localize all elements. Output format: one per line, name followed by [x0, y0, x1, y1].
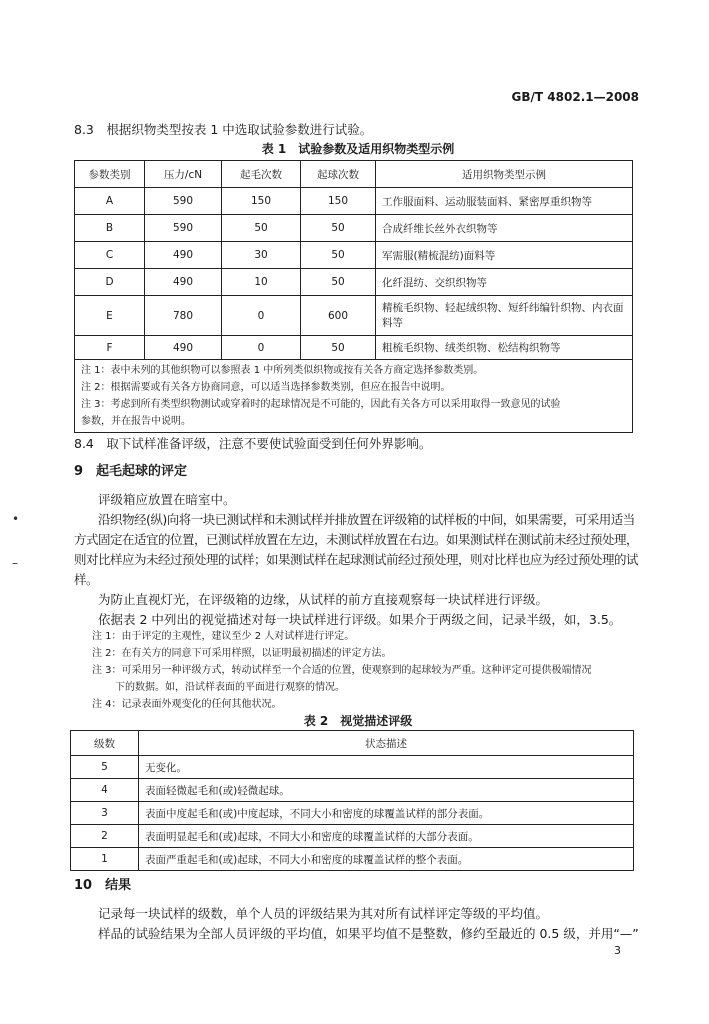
table-cell: 3 — [71, 802, 139, 825]
standard-code: GB/T 4802.1—2008 — [511, 90, 639, 104]
table-cell: 军需服(精梳混纺)面料等 — [376, 242, 633, 269]
table-cell: 无变化。 — [139, 756, 634, 779]
section-9-note: 注 1：由于评定的主观性，建议至少 2 人对试样进行评定。 — [92, 631, 355, 642]
table2-header: 级数 — [71, 731, 139, 756]
table-cell: 精梳毛织物、轻起绒织物、短纤纬编针织物、内衣面料等 — [376, 296, 633, 336]
section-9-heading: 9 起毛起球的评定 — [74, 464, 188, 479]
table-cell: 30 — [222, 242, 301, 269]
page-number: 3 — [614, 944, 621, 957]
section-9-note: 注 2：在有关方的同意下可采用样照，以证明最初描述的评定方法。 — [92, 648, 392, 659]
table-row — [75, 269, 633, 296]
table-row — [75, 188, 633, 215]
scan-mark: – — [12, 556, 18, 570]
table-row — [75, 215, 633, 242]
section-9-paragraph: 沿织物经(纵)向将一块已测试样和未测试样并排放置在评级箱的试样板的中间，如果需要，可采用适当方式固定在适宜的位置，已测试样放置在左边，未测试样放置在右边。如果测试样在测试前未经过预处理，则对比样应为未经过预处理的试样；如果测试样在起球测试前经过预处理，则对比样也应为经过预处理的试样。 — [74, 512, 639, 587]
table-cell: 600 — [301, 296, 376, 336]
table1-notes — [75, 360, 633, 433]
table-cell: 0 — [222, 336, 301, 360]
table1-notes-row — [75, 360, 633, 433]
table1-note: 注 1：表中未列的其他织物可以参照表 1 中所列类似织物或按有关各方商定选择参数类别。 — [81, 365, 484, 376]
table-cell: 490 — [145, 242, 222, 269]
table-row — [75, 336, 633, 360]
table1-header: 参数类别 — [75, 161, 145, 188]
table-cell: 590 — [145, 188, 222, 215]
table-cell: 工作服面料、运动服装面料、紧密厚重织物等 — [376, 188, 633, 215]
table-cell: 表面轻微起毛和(或)轻微起球。 — [139, 779, 634, 802]
section-10-paragraph: 记录每一块试样的级数，单个人员的评级结果为其对所有试样评定等级的平均值。 — [98, 906, 549, 921]
table-cell: 50 — [301, 336, 376, 360]
table2-header-row — [71, 731, 634, 756]
table1-header: 适用织物类型示例 — [376, 161, 633, 188]
table-cell: 表面严重起毛和(或)起球，不同大小和密度的球覆盖试样的整个表面。 — [139, 848, 634, 871]
table-row — [71, 802, 634, 825]
table-row — [71, 848, 634, 871]
table-cell: F — [75, 336, 145, 360]
table1-note: 注 2：根据需要或有关各方协商同意，可以适当选择参数类别，但应在报告中说明。 — [81, 382, 451, 393]
table-cell: C — [75, 242, 145, 269]
table-cell: B — [75, 215, 145, 242]
section-9-paragraph: 为防止直视灯光，在评级箱的边缘，从试样的前方直接观察每一块试样进行评级。 — [98, 592, 549, 607]
table1-caption: 表 1 试验参数及适用织物类型示例 — [261, 142, 455, 156]
section-9-note-continuation: 下的数据。如，沿试样表面的平面进行观察的情况。 — [115, 682, 345, 693]
scan-mark: • — [12, 512, 20, 526]
section-9-paragraph: 评级箱应放置在暗室中。 — [98, 492, 236, 507]
table-cell: 50 — [301, 242, 376, 269]
section-10-paragraph: 样品的试验结果为全部人员评级的平均值，如果平均值不是整数，修约至最近的 0.5 级，并用“—” — [98, 926, 639, 941]
table2 — [70, 730, 634, 871]
table1-header: 压力/cN — [145, 161, 222, 188]
table-cell: 4 — [71, 779, 139, 802]
section-9-note: 注 4：记录表面外观变化的任何其他状况。 — [92, 699, 282, 710]
table-cell: 0 — [222, 296, 301, 336]
table-row — [75, 242, 633, 269]
table-row — [71, 756, 634, 779]
section-9-notes — [92, 628, 640, 713]
table-cell: 化纤混纺、交织织物等 — [376, 269, 633, 296]
table-cell: 50 — [301, 215, 376, 242]
table-cell: 50 — [222, 215, 301, 242]
table1 — [74, 160, 633, 433]
table-row — [71, 779, 634, 802]
section-8-3: 8.3 根据织物类型按表 1 中选取试验参数进行试验。 — [74, 122, 373, 137]
table-cell: E — [75, 296, 145, 336]
table1-header-row — [75, 161, 633, 188]
table-cell: 1 — [71, 848, 139, 871]
table-cell: 表面明显起毛和(或)起球，不同大小和密度的球覆盖试样的大部分表面。 — [139, 825, 634, 848]
section-10-heading: 10 结果 — [74, 878, 132, 893]
table2-header: 状态描述 — [139, 731, 634, 756]
section-9-paragraph: 依据表 2 中列出的视觉描述对每一块试样进行评级。如果介于两级之间，记录半级，如，3.5。 — [98, 612, 622, 627]
table-cell: 490 — [145, 269, 222, 296]
table1-note: 注 3：考虑到所有类型织物测试或穿着时的起球情况是不可能的，因此有关各方可以采用取得一致意见的试验 — [81, 399, 561, 410]
table-cell: 490 — [145, 336, 222, 360]
table1-header: 起毛次数 — [222, 161, 301, 188]
table-cell: 合成纤维长丝外衣织物等 — [376, 215, 633, 242]
table-row — [75, 296, 633, 336]
table-cell: 150 — [222, 188, 301, 215]
table-cell: D — [75, 269, 145, 296]
table-cell: A — [75, 188, 145, 215]
table2-caption: 表 2 视觉描述评级 — [303, 714, 413, 728]
section-8-4: 8.4 取下试样准备评级，注意不要使试验面受到任何外界影响。 — [74, 436, 432, 451]
table-cell: 表面中度起毛和(或)中度起球，不同大小和密度的球覆盖试样的部分表面。 — [139, 802, 634, 825]
table-row — [71, 825, 634, 848]
table1-note-continuation: 参数，并在报告中说明。 — [81, 416, 191, 427]
table-cell: 590 — [145, 215, 222, 242]
section-9-note: 注 3：可采用另一种评级方式，转动试样至一个合适的位置，使观察到的起球较为严重。这种评定可提供极端情况 — [92, 665, 592, 676]
table1-header: 起球次数 — [301, 161, 376, 188]
table-cell: 粗梳毛织物、绒类织物、松结构织物等 — [376, 336, 633, 360]
table-cell: 50 — [301, 269, 376, 296]
table-cell: 2 — [71, 825, 139, 848]
table-cell: 10 — [222, 269, 301, 296]
table-cell: 780 — [145, 296, 222, 336]
table-cell: 150 — [301, 188, 376, 215]
table-cell: 5 — [71, 756, 139, 779]
